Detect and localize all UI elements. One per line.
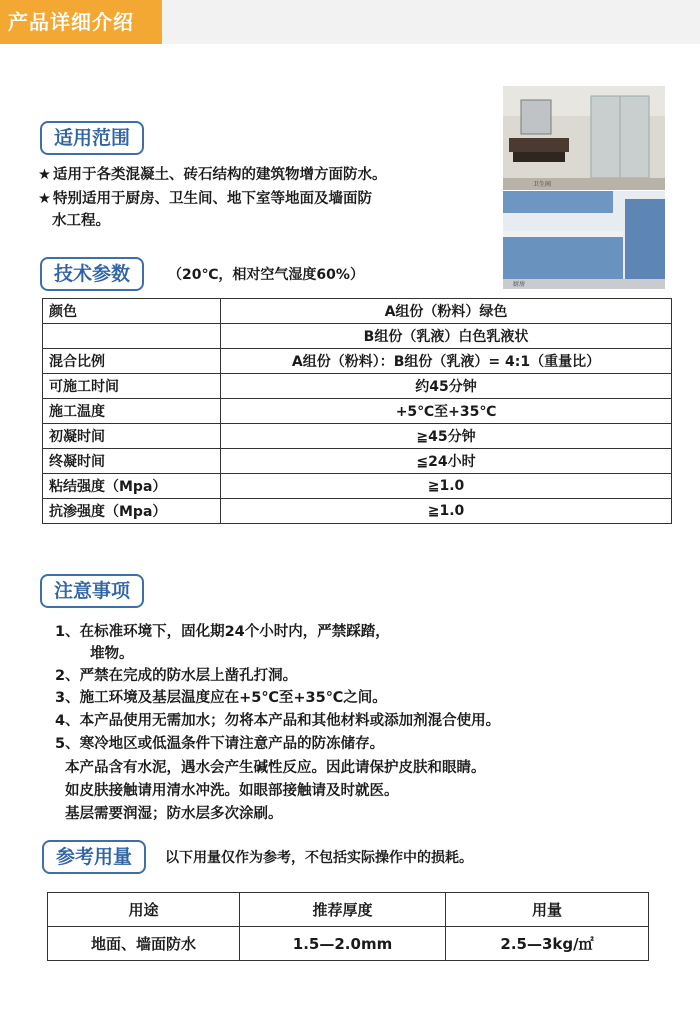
kitchen-label: 厨房 xyxy=(513,281,526,288)
note-line: 基层需要润湿；防水层多次涂刷。 xyxy=(65,806,283,822)
usage-table xyxy=(47,892,649,961)
page-header-title: 产品详细介绍 xyxy=(0,0,162,44)
bathroom-label: 卫生间 xyxy=(533,181,552,188)
table-row: 抗渗强度（Mpa） ≧1.0 xyxy=(43,499,672,524)
scope-item-2-cont: 水工程。 xyxy=(52,213,110,229)
tech-section-title: 技术参数 xyxy=(40,257,144,291)
note-line: 本产品含有水泥，遇水会产生碱性反应。因此请保护皮肤和眼睛。 xyxy=(65,760,486,776)
table-row: 可施工时间 约45分钟 xyxy=(43,374,672,399)
kitchen-photo xyxy=(503,191,665,289)
note-line: 堆物。 xyxy=(90,646,134,662)
scope-section-title: 适用范围 xyxy=(40,121,144,155)
table-row: B组份（乳液）白色乳液状 xyxy=(43,324,672,349)
table-row: 地面、墙面防水 1.5—2.0mm 2.5—3kg/㎡ xyxy=(48,927,649,961)
table-row: 初凝时间 ≧45分钟 xyxy=(43,424,672,449)
star-icon: ★ xyxy=(38,191,51,207)
table-row: 混合比例 A组份（粉料）：B组份（乳液）= 4:1（重量比） xyxy=(43,349,672,374)
note-line: 5、寒冷地区或低温条件下请注意产品的防冻储存。 xyxy=(55,736,385,752)
table-row: 粘结强度（Mpa） ≧1.0 xyxy=(43,474,672,499)
table-row: 颜色 A组份（粉料）绿色 xyxy=(43,299,672,324)
scope-item-2: ★ 特别适用于厨房、卫生间、地下室等地面及墙面防 xyxy=(38,191,372,207)
table-header-row: 用途 推荐厚度 用量 xyxy=(48,893,649,927)
table-row: 施工温度 +5℃至+35℃ xyxy=(43,399,672,424)
tech-section-note: （20℃，相对空气湿度60%） xyxy=(168,267,364,283)
table-row: 终凝时间 ≦24小时 xyxy=(43,449,672,474)
note-line: 3、施工环境及基层温度应在+5℃至+35℃之间。 xyxy=(55,690,387,706)
star-icon: ★ xyxy=(38,167,51,183)
usage-section-title: 参考用量 xyxy=(42,840,146,874)
bathroom-photo xyxy=(503,86,665,190)
usage-section-note: 以下用量仅作为参考，不包括实际操作中的损耗。 xyxy=(165,850,473,866)
note-line: 1、在标准环境下，固化期24个小时内，严禁踩踏， xyxy=(55,624,390,640)
note-line: 如皮肤接触请用清水冲洗。如眼部接触请及时就医。 xyxy=(65,783,399,799)
scope-item-1: ★ 适用于各类混凝土、砖石结构的建筑物增方面防水。 xyxy=(38,167,387,183)
tech-spec-table xyxy=(42,298,672,524)
note-line: 2、严禁在完成的防水层上凿孔打洞。 xyxy=(55,668,298,684)
notes-section-title: 注意事项 xyxy=(40,574,144,608)
note-line: 4、本产品使用无需加水；勿将本产品和其他材料或添加剂混合使用。 xyxy=(55,713,501,729)
